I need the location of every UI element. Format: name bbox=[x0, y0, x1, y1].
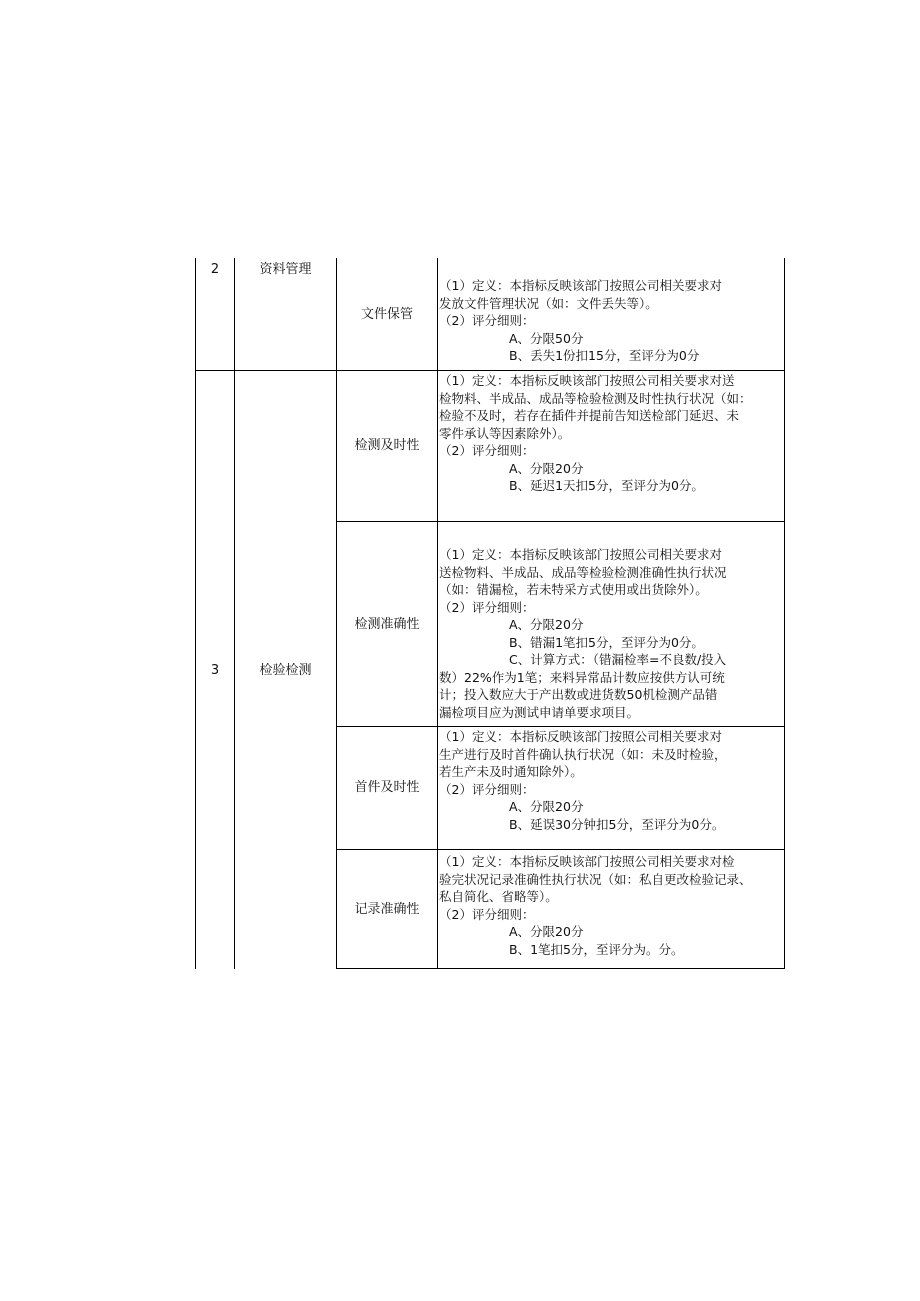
table-divider-description bbox=[437, 258, 438, 969]
table-border-left bbox=[195, 258, 196, 969]
description-line: A、分限20分 bbox=[509, 924, 584, 939]
description-line: 送检物料、半成品、成品等检验检测准确性执行状况 bbox=[439, 564, 727, 580]
description-line: 发放文件管理状况（如：文件丢失等）。 bbox=[439, 295, 658, 311]
description-line: 计；投入数应大于产出数或进货数50机检测产品错 bbox=[439, 687, 718, 702]
description-line: （1）定义：本指标反映该部门按照公司相关要求对 bbox=[439, 278, 722, 293]
description-line: 验完状况记录准确性执行状况（如：私自更改检验记录、 bbox=[439, 871, 752, 887]
description-line: B、延迟1天扣5分，至评分为0分。 bbox=[509, 478, 704, 493]
description-line: A、分限20分 bbox=[509, 460, 584, 476]
description-line: 检验不及时，若存在插件并提前告知送检部门延迟、未 bbox=[439, 408, 740, 423]
description-line: 零件承认等因素除外）。 bbox=[439, 425, 571, 441]
subrow-divider bbox=[336, 726, 785, 727]
description-line: （1）定义：本指标反映该部门按照公司相关要求对 bbox=[439, 547, 722, 562]
item-description bbox=[439, 277, 784, 365]
description-line: 检物料、半成品、成品等检验检测及时性执行状况（如： bbox=[439, 390, 752, 406]
description-line: B、1笔扣5分，至评分为。分。 bbox=[509, 941, 684, 957]
row-category: 资料管理 bbox=[259, 262, 312, 277]
row-category: 检验检测 bbox=[259, 663, 312, 678]
table-border-right bbox=[784, 258, 785, 969]
description-line: 私自简化、省略等）。 bbox=[439, 889, 558, 904]
description-line: 漏检项目应为测试申请单要求项目。 bbox=[439, 704, 640, 720]
table-divider-item bbox=[336, 258, 337, 969]
table-border-bottom bbox=[336, 968, 785, 969]
description-line: C、计算方式：（错漏检率=不良数/投入 bbox=[509, 652, 727, 667]
description-line: A、分限50分 bbox=[509, 330, 584, 346]
row-divider bbox=[195, 370, 785, 371]
description-line: （1）定义：本指标反映该部门按照公司相关要求对送 bbox=[439, 373, 735, 388]
description-line: （2）评分细则： bbox=[439, 443, 535, 458]
description-line: （2）评分细则： bbox=[439, 599, 535, 615]
subrow-divider bbox=[336, 849, 785, 850]
description-line: （2）评分细则： bbox=[439, 906, 535, 922]
item-name: 记录准确性 bbox=[354, 902, 420, 917]
description-line: （1）定义：本指标反映该部门按照公司相关要求对 bbox=[439, 729, 722, 744]
description-line: 数）22%作为1笔；来料异常品计数应按供方认可统 bbox=[439, 669, 725, 685]
description-line: 生产进行及时首件确认执行状况（如：未及时检验， bbox=[439, 746, 727, 762]
item-name: 文件保管 bbox=[360, 307, 413, 322]
description-line: （2）评分细则： bbox=[439, 781, 535, 797]
description-line: 若生产未及时通知除外）。 bbox=[439, 764, 583, 779]
item-description bbox=[439, 546, 784, 721]
description-line: （1）定义：本指标反映该部门按照公司相关要求对检 bbox=[439, 854, 735, 869]
item-description bbox=[439, 372, 784, 495]
row-number: 3 bbox=[210, 663, 220, 678]
description-line: B、错漏1笔扣5分，至评分为0分。 bbox=[509, 634, 704, 650]
description-line: A、分限20分 bbox=[509, 617, 584, 632]
description-line: A、分限20分 bbox=[509, 799, 584, 814]
description-line: B、延误30分钟扣5分，至评分为0分。 bbox=[509, 816, 725, 832]
item-description bbox=[439, 853, 784, 958]
row-number: 2 bbox=[210, 262, 220, 277]
description-line: （2）评分细则： bbox=[439, 313, 535, 328]
description-line: B、丢失1份扣15分，至评分为0分 bbox=[509, 348, 700, 363]
item-name: 首件及时性 bbox=[354, 780, 420, 795]
description-line: （如：错漏检，若未特采方式使用或出货除外）。 bbox=[439, 582, 708, 597]
subrow-divider bbox=[336, 521, 785, 522]
table-divider-category bbox=[234, 258, 235, 969]
item-name: 检测及时性 bbox=[354, 438, 420, 453]
item-description bbox=[439, 728, 784, 833]
item-name: 检测准确性 bbox=[354, 617, 420, 632]
